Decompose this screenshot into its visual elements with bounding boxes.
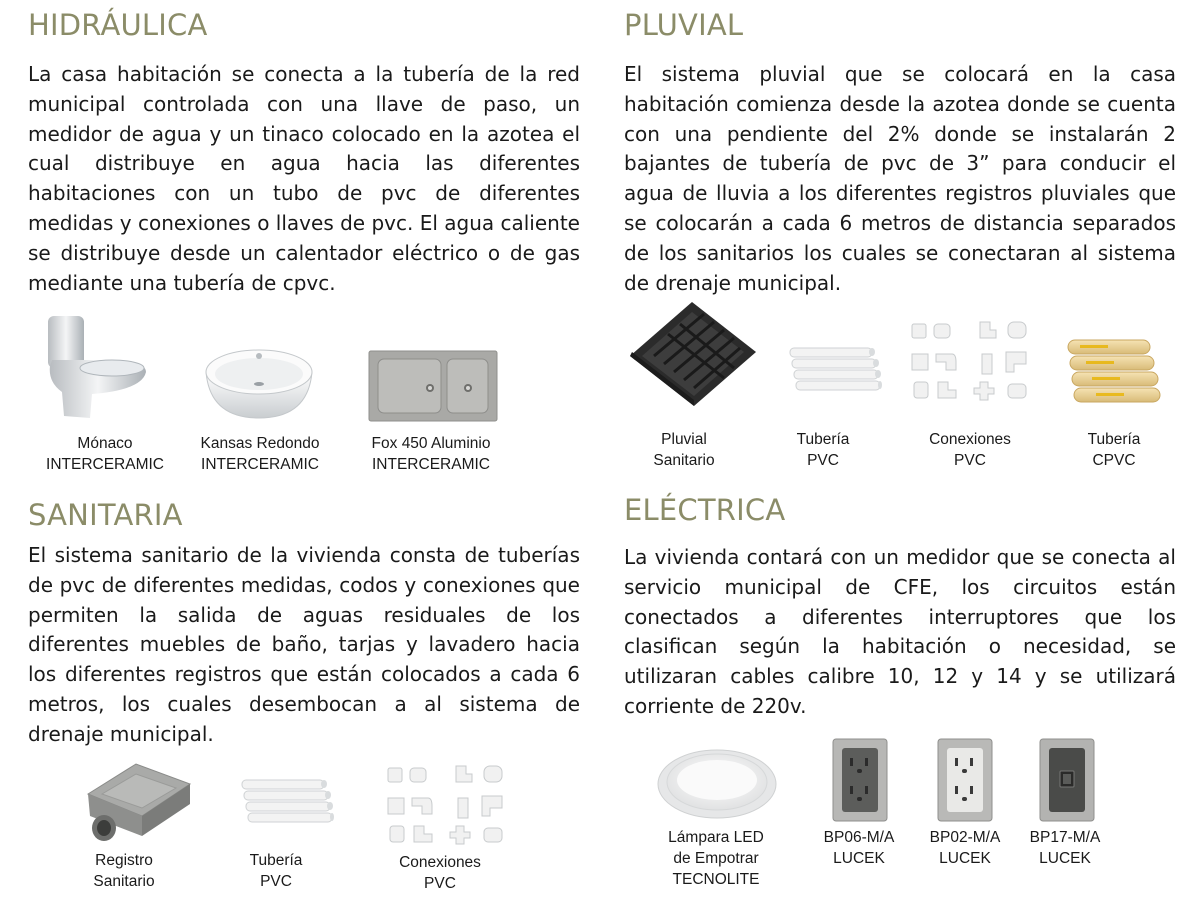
caption-line: Registro	[95, 852, 153, 869]
toilet-icon	[42, 312, 150, 424]
caption-pluvial-tuberia-cpvc	[1088, 429, 1141, 471]
caption-line: LUCEK	[1039, 850, 1091, 867]
paragraph-sanitaria: El sistema sanitario de la vivienda consta de tuberías de pvc de diferentes medidas, codos y conexiones que permiten la salida de aguas residuales de los diferentes muebles de baño, tarjas y lavadero hacia los diferentes registros que están colocados a cada 6 metros, los cuales desembocan a al sistema de drenaje municipal.	[28, 543, 580, 746]
caption-line: Pluvial	[661, 431, 707, 448]
outlet-plate-icon	[937, 738, 993, 822]
caption-line: LUCEK	[939, 850, 991, 867]
caption-bp06	[824, 827, 895, 869]
caption-line: Tubería	[796, 431, 850, 448]
caption-lampara-led	[668, 827, 764, 890]
pvc-fittings-icon	[908, 318, 1032, 408]
heading-sanitaria: SANITARIA	[28, 498, 183, 532]
caption-line: INTERCERAMIC	[201, 456, 319, 473]
caption-pluvial-sanitario	[653, 429, 714, 471]
led-recessed-lamp-icon	[656, 742, 778, 820]
double-sink-icon	[368, 350, 498, 422]
caption-line: Conexiones	[929, 431, 1011, 448]
paragraph-hidraulica: La casa habitación se conecta a la tubería de la red municipal controlada con una llave de paso, un medidor de agua y un tinaco colocado en la azotea el cual distribuye en agua hacia las diferentes habitaciones con un tubo de pvc de diferentes medidas y conexiones o llaves de pvc. El agua caliente se distribuye desde un calentador eléctrico o de gas mediante una tubería de cpvc.	[28, 62, 580, 295]
caption-line: Kansas Redondo	[200, 435, 320, 452]
caption-line: TECNOLITE	[672, 871, 760, 888]
caption-line: Tubería	[249, 852, 303, 869]
caption-line: PVC	[954, 452, 986, 469]
caption-line: BP02-M/A	[929, 829, 1001, 846]
caption-line: PVC	[260, 873, 292, 890]
caption-line: INTERCERAMIC	[372, 456, 490, 473]
caption-line: Sanitario	[93, 873, 155, 890]
caption-line: Sanitario	[653, 452, 715, 469]
caption-line: CPVC	[1092, 452, 1136, 469]
paragraph-electrica: La vivienda contará con un medidor que se conecta al servicio municipal de CFE, los circuitos están conectados a diferentes interruptores que los clasifican según la habitación o necesidad, se utilizaran cables calibre 10, 12 y 14 y se utilizará corriente de 220v.	[624, 545, 1176, 718]
caption-line: Fox 450 Aluminio	[371, 435, 491, 452]
paragraph-pluvial: El sistema pluvial que se colocará en la casa habitación comienza desde la azotea donde se cuenta con una pendiente del 2% donde se instalarán 2 bajantes de tubería de pvc de 3” para conducir el agua de lluvia a los diferentes registros pluviales que se colocarán a cada 6 metros de distancia separados de los sanitarios los cuales se conectaran al sistema de drenaje municipal.	[624, 62, 1176, 295]
caption-line: Conexiones	[399, 854, 481, 871]
heading-electrica: ELÉCTRICA	[624, 493, 786, 527]
pvc-pipes-icon	[240, 778, 334, 826]
caption-bp17	[1030, 827, 1101, 869]
pvc-pipes-icon	[788, 346, 882, 394]
caption-line: INTERCERAMIC	[46, 456, 164, 473]
caption-bp02	[930, 827, 1001, 869]
caption-sanitaria-tuberia-pvc	[250, 850, 303, 892]
caption-line: BP06-M/A	[823, 829, 895, 846]
outlet-plate-icon	[832, 738, 888, 822]
caption-line: de Empotrar	[673, 850, 759, 867]
round-sink-icon	[202, 344, 316, 422]
heading-pluvial: PLUVIAL	[624, 8, 744, 42]
caption-monaco	[46, 433, 164, 475]
caption-pluvial-conexiones-pvc	[929, 429, 1011, 471]
pvc-fittings-icon	[384, 762, 508, 852]
cpvc-pipes-icon	[1066, 336, 1164, 406]
caption-line: PVC	[807, 452, 839, 469]
caption-registro-sanitario	[93, 850, 154, 892]
caption-pluvial-tuberia-pvc	[797, 429, 850, 471]
caption-line: LUCEK	[833, 850, 885, 867]
caption-line: Lámpara LED	[668, 829, 764, 846]
caption-line: BP17-M/A	[1029, 829, 1101, 846]
caption-fox-450	[372, 433, 491, 475]
storm-drain-grate-icon	[628, 300, 758, 408]
caption-sanitaria-conexiones-pvc	[399, 852, 481, 894]
caption-line: PVC	[424, 875, 456, 892]
switch-plate-icon	[1039, 738, 1095, 822]
sanitary-register-icon	[80, 758, 194, 850]
caption-line: Mónaco	[77, 435, 133, 452]
heading-hidraulica: HIDRÁULICA	[28, 8, 208, 42]
caption-kansas-redondo	[201, 433, 320, 475]
caption-line: Tubería	[1087, 431, 1141, 448]
